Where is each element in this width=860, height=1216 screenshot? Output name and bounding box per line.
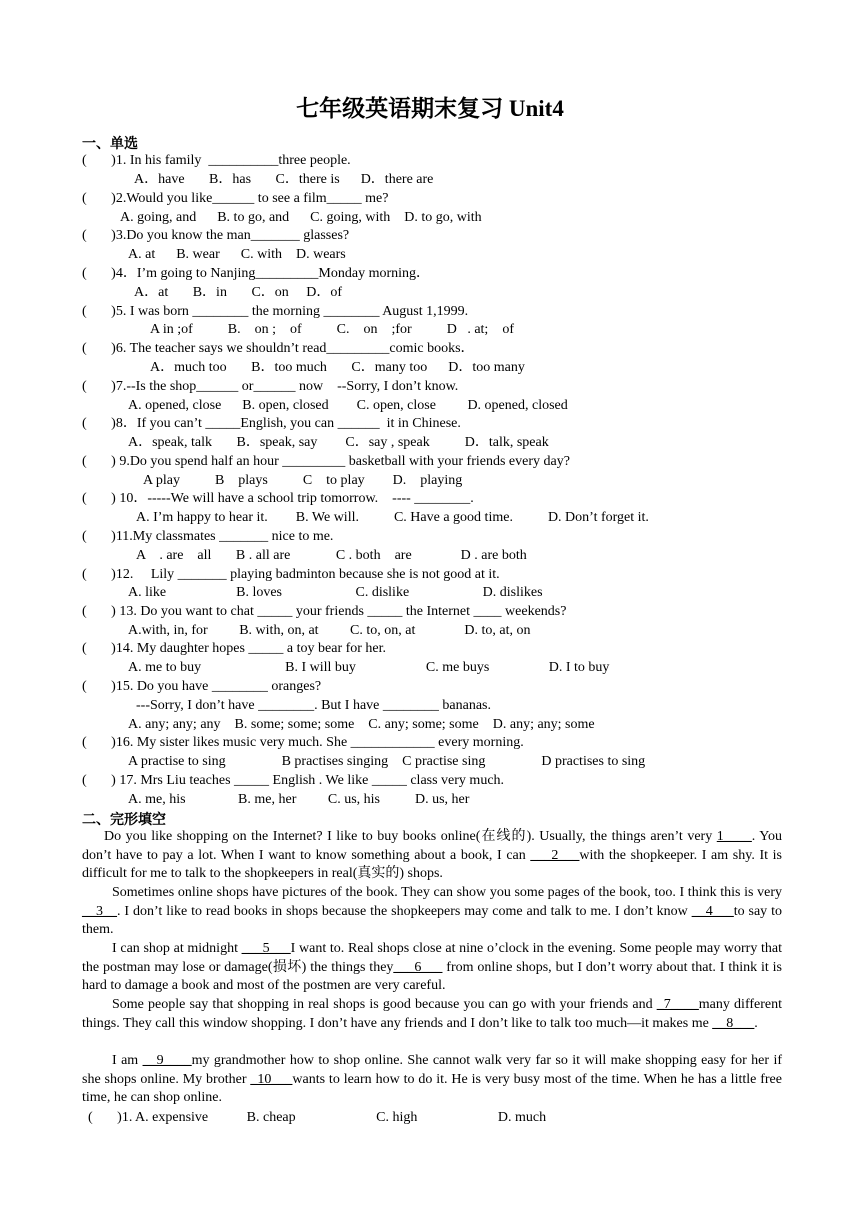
question-4-options: A．at B．in C．on D．of [134,285,343,300]
question-3: ( )3.Do you know the man_______ glasses? [82,228,350,243]
question-6-options: A．much too B．too much C．many too D．too many [150,360,525,375]
passage-text: from online shops, but I don’t worry about that. I think it is hard to damage a book and most of the postmen are very careful. [82,959,783,994]
passage-text: . You don’t have to pay a lot. When I want to know something about a book, I can [82,829,782,863]
cloze-question-1: ( )1. A. expensive B. cheap C. high D. much [88,1110,547,1125]
question-2-options: A. going, and B. to go, and C. going, with D. to go, with [120,210,482,225]
passage-text: Sometimes online shops have pictures of the book. They can show you some pages of the book, too. I think this is very [112,885,782,900]
question-7: ( )7.--Is the shop______ or______ now --Sorry, I don’t know. [82,379,459,394]
passage-paragraph-2 [82,884,782,940]
question-15: ( )15. Do you have ________ oranges? [82,679,322,694]
passage-text: Do you like shopping on the Internet? I like to buy books online(在线的). Usually, the things aren’t very [104,829,717,844]
question-1: ( )1. In his family __________three people. [82,153,351,168]
passage-text: I am [112,1053,143,1068]
blank-9: __9____ [142,1053,192,1068]
passage-paragraph-3 [82,940,782,996]
blank-7: _7____ [656,997,699,1012]
question-6: ( )6. The teacher says we shouldn’t read_________comic books． [82,341,475,356]
question-15-reply: ---Sorry, I don’t have ________. But I have ________ bananas. [136,698,491,713]
question-14-options: A. me to buy B. I will buy C. me buys D. I to buy [128,660,610,675]
question-3-options: A. at B. wear C. with D. wears [128,247,346,262]
blank-4: __4___ [691,903,734,919]
question-13: ( ) 13. Do you want to chat _____ your friends _____ the Internet ____ weekends? [82,604,567,619]
question-2: ( )2.Would you like______ to see a film_____ me? [82,191,389,206]
question-15-options: A. any; any; any B. some; some; some C. any; some; some D. any; any; some [128,717,595,732]
question-11: ( )11.My classmates _______ nice to me. [82,529,334,544]
page-title: 七年级英语期末复习 Unit4 [296,96,564,121]
passage-paragraph-4 [82,996,782,1033]
question-7-options: A. opened, close B. open, closed C. open, close D. opened, closed [128,398,568,413]
passage-text: my grandmother how to shop online. She cannot walk very far so it will make shopping easy for her if she shops online. My brother [82,1053,782,1087]
question-13-options: A.with, in, for B. with, on, at C. to, on, at D. to, at, on [128,623,531,638]
passage-text: . I don’t like to read books in shops because the shopkeepers may come and talk to me. I don’t know [117,903,692,919]
question-16: ( )16. My sister likes music very much. She ____________ every morning. [82,735,524,750]
passage-text: . [754,1015,758,1031]
question-8: ( )8．If you can’t _____English, you can ______ it in Chinese. [82,416,461,431]
blank-5: ___5___ [241,941,291,956]
question-5: ( )5. I was born ________ the morning ________ August 1,1999. [82,304,469,319]
blank-10: _10___ [250,1071,293,1087]
question-17-options: A. me, his B. me, her C. us, his D. us, her [128,792,470,807]
blank-6: ___6___ [393,959,443,975]
question-4: ( )4．I’m going to Nanjing_________Monday morning． [82,266,431,281]
question-14: ( )14. My daughter hopes _____ a toy bear for her. [82,641,387,656]
blank-1: 1____ [716,829,752,844]
question-9-options: A play B plays C to play D. playing [143,473,463,488]
blank-2: ___2___ [530,847,580,863]
passage-text: with the shopkeeper. I am shy. It is difficult for me to talk to the shopkeepers in real(真实的) shops. [82,847,782,882]
section-heading-single-choice: 一、单选 [82,137,138,152]
passage-text: wants to learn how to do it. He is very busy most of the time. When he has a little free time, he can shop online. [82,1071,782,1106]
blank-3: __3__ [82,903,117,919]
passage-text: to say to them. [82,903,782,938]
question-10-options: A. I’m happy to hear it. B. We will. C. Have a good time. D. Don’t forget it. [136,510,649,525]
question-10: ( ) 10．-----We will have a school trip tomorrow. ---- ________. [82,491,474,506]
passage-text: I want to. Real shops close at nine o’clock in the evening. Some people may worry that the postman may lose or damage(损坏) the things they [82,941,782,975]
question-16-options: A practise to sing B practises singing C practise sing D practises to sing [128,754,646,769]
passage-text: I can shop at midnight [112,941,242,956]
passage-paragraph-5 [82,1052,782,1108]
passage-text: Some people say that shopping in real shops is good because you can go with your friends and [112,997,657,1012]
question-11-options: A . are all B . all are C . both are D . are both [136,548,527,563]
question-17: ( ) 17. Mrs Liu teaches _____ English . We like _____ class very much. [82,773,505,788]
question-8-options: A．speak, talk B．speak, say C．say , speak D．talk, speak [128,435,549,450]
question-5-options: A in ;of B. on ; of C. on ;for D . at; of [150,322,514,337]
blank-8: __8___ [712,1015,755,1031]
section-heading-cloze: 二、完形填空 [82,813,166,828]
passage-text: many different things. They call this window shopping. I don’t have any friends and I don’t like to talk too much—it makes me [82,997,782,1031]
passage-paragraph-1 [82,828,782,884]
question-1-options: A．have B．has C．there is D．there are [134,172,434,187]
question-12-options: A. like B. loves C. dislike D. dislikes [128,585,543,600]
question-12: ( )12. Lily _______ playing badminton because she is not good at it. [82,567,500,582]
question-9: ( ) 9.Do you spend half an hour _________ basketball with your friends every day? [82,454,570,469]
